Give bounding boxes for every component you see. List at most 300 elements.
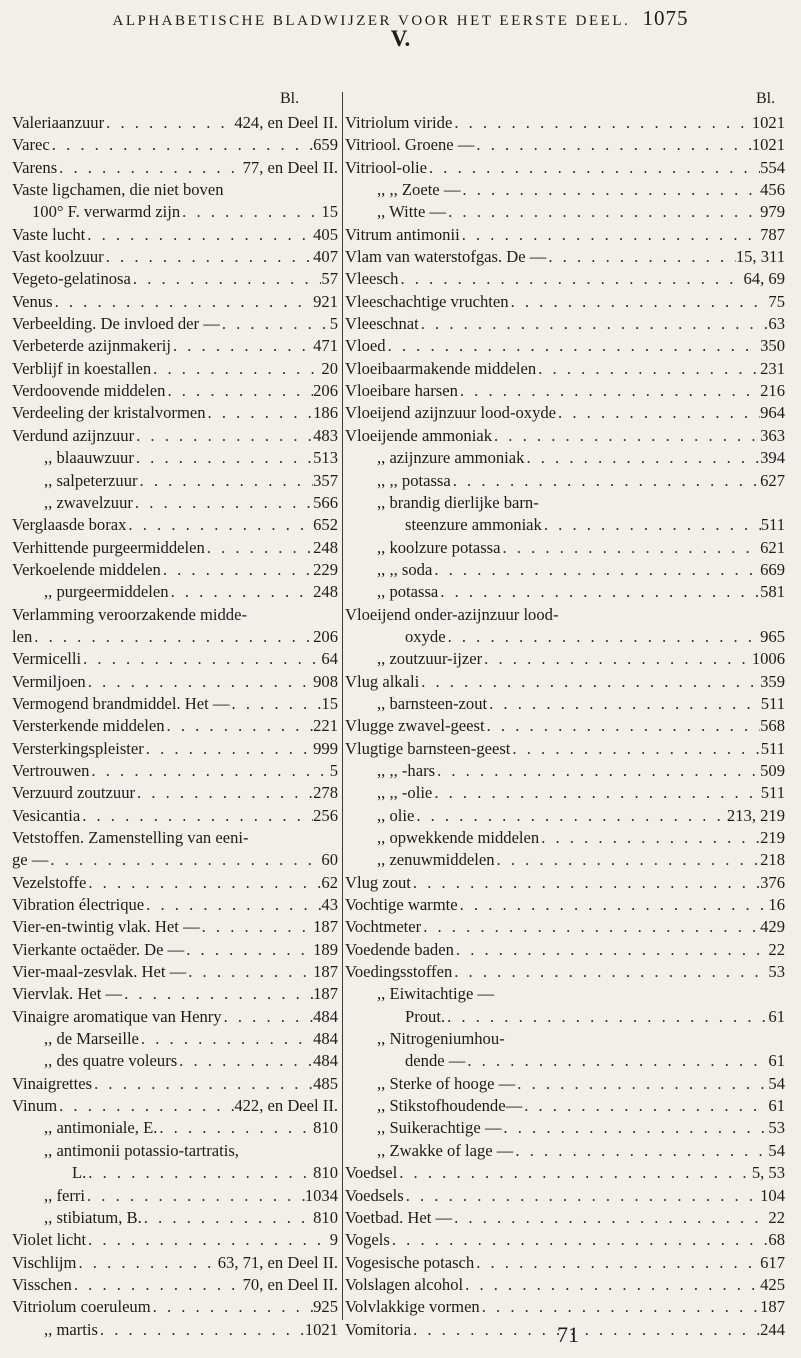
dot-leader [460, 179, 760, 201]
index-page-ref: 221 [313, 716, 338, 736]
index-page-ref: 61 [768, 1006, 785, 1026]
left-index-column [12, 112, 338, 1341]
index-page-ref: 621 [760, 537, 785, 557]
index-term: ,, ,, potassa [377, 470, 451, 490]
index-entry [345, 1050, 785, 1072]
index-page-ref: 566 [313, 492, 338, 512]
index-page-ref: 999 [313, 738, 338, 758]
index-page-ref: 659 [313, 135, 338, 155]
index-entry [12, 291, 338, 313]
dot-leader [89, 760, 329, 782]
dot-leader [220, 313, 330, 335]
index-page-ref: 206 [313, 626, 338, 646]
dot-leader [390, 1229, 769, 1251]
dot-leader [458, 380, 760, 402]
index-entry [345, 134, 785, 156]
index-entry [345, 335, 785, 357]
index-term: ,, ,, soda [377, 559, 433, 579]
index-page-ref: 5 [329, 314, 338, 334]
index-entry [345, 1095, 785, 1117]
dot-leader [411, 1319, 760, 1341]
index-entry [345, 1028, 785, 1050]
index-page-ref: 5 [329, 760, 338, 780]
index-entry [12, 1073, 338, 1095]
index-term: Vogesische potasch [345, 1252, 475, 1272]
dot-leader [510, 738, 760, 760]
index-term: ,, martis [44, 1319, 98, 1339]
index-entry [12, 604, 338, 626]
index-entry [345, 268, 785, 290]
index-term: ,, ,, -olie [377, 783, 433, 803]
index-entry [345, 916, 785, 938]
dot-leader [169, 581, 314, 603]
dot-leader [446, 626, 761, 648]
dot-leader [157, 1117, 313, 1139]
index-term: Verdund azijnzuur [12, 425, 135, 445]
dot-leader [134, 447, 313, 469]
index-entry [345, 1296, 785, 1318]
index-page-ref: 627 [760, 470, 785, 490]
index-page-ref: 511 [760, 738, 785, 758]
index-term: Verdeeling der kristalvormen [12, 403, 206, 423]
dot-leader [427, 157, 760, 179]
index-entry [12, 447, 338, 469]
index-entry [345, 782, 785, 804]
index-entry [12, 827, 338, 849]
index-page-ref: 484 [313, 1006, 338, 1026]
index-term: ,, ,, -hars [377, 760, 436, 780]
index-entry [12, 671, 338, 693]
index-entry [12, 648, 338, 670]
index-entry [345, 1162, 785, 1184]
dot-leader [432, 559, 760, 581]
index-entry [12, 1028, 338, 1050]
index-entry [345, 313, 785, 335]
index-page-ref: 57 [321, 269, 338, 289]
index-page-ref: 219 [760, 828, 785, 847]
dot-leader [452, 961, 768, 983]
index-page-ref: 485 [313, 1073, 338, 1093]
index-term: Varec [12, 135, 50, 155]
index-page-ref: 669 [760, 559, 785, 579]
index-term: Vochtmeter [345, 917, 422, 937]
index-page-ref: 979 [760, 202, 785, 222]
dot-leader [138, 470, 314, 492]
index-entry [345, 1229, 785, 1251]
dot-leader [522, 1095, 768, 1117]
index-term: ,, opwekkende middelen [377, 828, 540, 847]
index-term: ,, salpeterzuur [44, 470, 138, 490]
index-page-ref: 22 [768, 1207, 785, 1227]
index-term: Verhittende purgeermiddelen [12, 537, 205, 557]
index-term: Vleesch [345, 269, 399, 289]
dot-leader [513, 1140, 768, 1162]
index-page-ref: 357 [313, 470, 338, 490]
dot-leader [151, 358, 321, 380]
index-page-ref: 278 [313, 783, 338, 803]
index-page-ref: 15 [321, 693, 338, 713]
index-term: ,, potassa [377, 582, 439, 602]
index-page-ref: 104 [760, 1185, 785, 1205]
index-page-ref: 810 [313, 1207, 338, 1227]
dot-leader [454, 939, 769, 961]
index-entry [345, 604, 785, 626]
index-entry [345, 1252, 785, 1274]
index-entry [12, 1319, 338, 1341]
index-page-ref: 921 [313, 291, 338, 311]
index-entry [12, 1140, 338, 1162]
index-page-ref: 213, 219 [726, 805, 785, 825]
index-entry [12, 1006, 338, 1028]
index-page-ref: 187 [313, 984, 338, 1004]
index-page-ref: 1021 [751, 113, 785, 132]
index-term: ,, barnsteen-zout [377, 693, 488, 713]
index-page-ref: 16 [768, 895, 785, 915]
index-entry [345, 291, 785, 313]
index-entry [12, 268, 338, 290]
index-term: Volslagen alcohol [345, 1274, 464, 1294]
index-page-ref: 424, en Deel II. [234, 113, 338, 132]
dot-leader [165, 715, 314, 737]
dot-leader [81, 648, 321, 670]
index-term: 100° F. verwarmd zijn [32, 202, 181, 222]
index-page-ref: 394 [760, 448, 785, 468]
dot-leader [180, 201, 321, 223]
index-term: ,, azijnzure ammoniak [377, 448, 525, 468]
index-term: Varens [12, 157, 58, 177]
index-page-ref: 511 [760, 693, 785, 713]
index-entry [12, 537, 338, 559]
dot-leader [142, 1207, 313, 1229]
index-entry [12, 782, 338, 804]
index-term: Versterkingspleister [12, 738, 144, 758]
index-entry [345, 1073, 785, 1095]
index-entry [12, 514, 338, 536]
index-term: Vezelstoffe [12, 872, 87, 892]
index-term: oxyde [405, 626, 446, 646]
index-term: Verblijf in koestallen [12, 358, 152, 378]
index-term: Vloeibaarmakende middelen [345, 358, 537, 378]
index-page-ref: 229 [313, 559, 338, 579]
index-term: Voetbad. Het — [345, 1207, 453, 1227]
dot-leader [86, 872, 321, 894]
index-entry [12, 470, 338, 492]
index-entry [345, 894, 785, 916]
index-page-ref: 359 [760, 671, 785, 691]
index-page-ref: 218 [760, 850, 785, 870]
index-term: Vetstoffen. Zamenstelling van eeni- [12, 828, 249, 847]
index-term: Vinaigre aromatique van Henry [12, 1006, 222, 1026]
index-term: Vitriolum coeruleum [12, 1297, 151, 1317]
index-page-ref: 22 [768, 939, 785, 959]
index-page-ref: 77, en Deel II. [242, 157, 338, 177]
index-page-ref: 509 [760, 760, 785, 780]
index-term: Voedsels [345, 1185, 404, 1205]
dot-leader [171, 335, 313, 357]
index-term: Vitrum antimonii [345, 224, 460, 244]
index-page-ref: 908 [313, 671, 338, 691]
index-term: steenzure ammoniak [405, 515, 542, 535]
index-term: Vast koolzuur [12, 247, 104, 267]
dot-leader [386, 335, 761, 357]
index-entry [12, 849, 338, 871]
dot-leader [135, 782, 313, 804]
index-entry [12, 402, 338, 424]
index-page-ref: 15 [321, 202, 338, 222]
index-term: ,, de Marseille [44, 1029, 139, 1049]
index-term: Vlugtige barnsteen-geest [345, 738, 511, 758]
index-entry [12, 179, 338, 201]
index-term: ,, Nitrogeniumhou- [377, 1029, 505, 1049]
index-page-ref: 70, en Deel II. [242, 1274, 338, 1294]
dot-leader [558, 604, 785, 626]
index-term: ,, antimonii potassio-tartratis, [44, 1140, 239, 1160]
index-entry [12, 1229, 338, 1251]
dot-leader [86, 1229, 330, 1251]
dot-leader [414, 805, 727, 827]
index-page-ref: 248 [313, 537, 338, 557]
index-page-ref: 54 [768, 1140, 785, 1160]
dot-leader [98, 1319, 305, 1341]
index-term: L. [72, 1163, 87, 1183]
dot-leader [494, 983, 785, 1005]
index-entry [12, 983, 338, 1005]
index-page-ref: 1021 [304, 1319, 338, 1339]
index-entry [12, 939, 338, 961]
index-term: Verglaasde borax [12, 515, 127, 535]
index-term: Vloeijend azijnzuur lood-oxyde [345, 403, 557, 423]
index-page-ref: 456 [760, 180, 785, 200]
index-page-ref: 75 [768, 291, 785, 311]
index-term: Vierkante octaëder. De — [12, 939, 185, 959]
dot-leader [492, 425, 760, 447]
dot-leader [247, 604, 338, 626]
index-entry [345, 1185, 785, 1207]
index-entry [12, 1296, 338, 1318]
dot-leader [501, 537, 761, 559]
dot-leader [419, 313, 769, 335]
dot-leader [104, 246, 313, 268]
dot-leader [474, 134, 751, 156]
index-entry [12, 894, 338, 916]
index-page-ref: 810 [313, 1163, 338, 1183]
index-entry [12, 559, 338, 581]
index-page-ref: 64 [321, 649, 338, 669]
dot-leader [205, 537, 313, 559]
dot-leader [524, 447, 760, 469]
index-entry [12, 425, 338, 447]
index-entry [345, 581, 785, 603]
index-entry [345, 537, 785, 559]
index-entry [12, 1050, 338, 1072]
index-entry [12, 492, 338, 514]
index-entry [12, 1185, 338, 1207]
index-entry [12, 1207, 338, 1229]
index-page-ref: 376 [760, 872, 785, 892]
index-term: Vertrouwen [12, 760, 90, 780]
index-term: Vlug zout [345, 872, 411, 892]
index-page-ref: 568 [760, 716, 785, 736]
index-term: Venus [12, 291, 53, 311]
dot-leader [206, 402, 314, 424]
index-term: ,, zoutzuur-ijzer [377, 649, 483, 669]
index-term: Voedende baden [345, 939, 454, 959]
index-term: len [12, 626, 33, 646]
dot-leader [32, 626, 313, 648]
index-term: Vischlijm [12, 1252, 77, 1272]
index-term: Vaste lucht [12, 224, 86, 244]
index-page-ref: 61 [768, 1051, 785, 1071]
dot-leader [542, 514, 761, 536]
index-page-ref: 9 [329, 1230, 338, 1250]
index-term: Verbeelding. De invloed der — [12, 314, 220, 334]
index-entry [12, 581, 338, 603]
index-entry [12, 715, 338, 737]
index-term: Vleeschachtige vruchten [345, 291, 509, 311]
dot-leader [57, 1095, 234, 1117]
signature-mark: 71 [557, 1322, 579, 1347]
index-term: ,, brandig dierlijke barn- [377, 492, 539, 512]
index-term: Vegeto-gelatinosa [12, 269, 131, 289]
dot-leader [482, 648, 752, 670]
dot-leader [451, 470, 760, 492]
index-page-ref: 244 [760, 1319, 785, 1339]
index-entry [345, 112, 785, 134]
index-entry [345, 1274, 785, 1296]
index-term: Vomitoria [345, 1319, 412, 1339]
running-head-title: ALPHABETISCHE BLADWIJZER VOOR HET EERSTE DEEL. [112, 13, 631, 29]
index-term: Vitriolum viride [345, 113, 453, 132]
index-page-ref: 248 [313, 582, 338, 602]
index-entry [12, 134, 338, 156]
index-page-ref: 405 [313, 224, 338, 244]
index-term: ,, blaauwzuur [44, 448, 134, 468]
index-entry [345, 1006, 785, 1028]
dot-leader [397, 1162, 752, 1184]
dot-leader [200, 916, 314, 938]
index-entry [345, 626, 785, 648]
index-entry [12, 246, 338, 268]
index-term: Vlugge zwavel-geest [345, 716, 485, 736]
index-term: Verkoelende middelen [12, 559, 161, 579]
index-entry [345, 738, 785, 760]
index-page-ref: 63 [768, 314, 785, 334]
dot-leader [133, 492, 313, 514]
index-page-ref: 925 [313, 1297, 338, 1317]
index-page-ref: 513 [313, 448, 338, 468]
index-entry [345, 939, 785, 961]
index-entry [12, 224, 338, 246]
index-entry [345, 648, 785, 670]
dot-leader [85, 224, 313, 246]
dot-leader [480, 1296, 760, 1318]
index-term: Prout. [405, 1006, 446, 1026]
dot-leader [509, 291, 769, 313]
index-page-ref: 61 [768, 1096, 785, 1116]
dot-leader [452, 1207, 768, 1229]
index-entry [345, 425, 785, 447]
index-page-ref: 363 [760, 425, 785, 445]
dot-leader [122, 983, 313, 1005]
index-entry [345, 760, 785, 782]
index-term: Visschen [12, 1274, 72, 1294]
index-entry [345, 492, 785, 514]
index-term: ,, koolzure potassa [377, 537, 501, 557]
index-entry [12, 1095, 338, 1117]
dot-leader [131, 268, 322, 290]
index-entry [12, 1117, 338, 1139]
index-entry [345, 805, 785, 827]
index-entry [345, 224, 785, 246]
index-term: ,, Eiwitachtige — [377, 984, 495, 1004]
index-page-ref: 422, en Deel II. [234, 1096, 338, 1116]
dot-leader [487, 693, 761, 715]
left-column-header: Bl. [280, 90, 300, 107]
index-term: Voedsel [345, 1163, 398, 1183]
index-entry [345, 179, 785, 201]
index-page-ref: 471 [313, 336, 338, 356]
index-page-ref: 186 [313, 403, 338, 423]
index-page-ref: 965 [760, 626, 785, 646]
index-page-ref: 554 [760, 157, 785, 177]
index-term: ,, antimoniale, E. [44, 1118, 158, 1138]
index-page-ref: 350 [760, 336, 785, 356]
index-term: Vaste ligchamen, die niet boven [12, 180, 224, 200]
dot-leader [515, 1073, 768, 1095]
index-entry [345, 983, 785, 1005]
index-entry [12, 961, 338, 983]
dot-leader [224, 179, 338, 201]
index-page-ref: 511 [760, 783, 785, 803]
dot-leader [458, 894, 769, 916]
index-term: Voedingsstoffen [345, 962, 453, 982]
dot-leader [432, 782, 760, 804]
dot-leader [404, 1185, 760, 1207]
index-entry [345, 514, 785, 536]
index-term: Vermiljoen [12, 671, 86, 691]
index-term: dende — [405, 1051, 466, 1071]
index-page-ref: 187 [313, 917, 338, 937]
index-page-ref: 787 [760, 224, 785, 244]
index-term: Verbeterde azijnmakerij [12, 336, 171, 356]
dot-leader [539, 827, 760, 849]
index-entry [345, 1140, 785, 1162]
index-page-ref: 425 [760, 1274, 785, 1294]
index-term: Vloeijend onder-azijnzuur lood- [345, 604, 559, 624]
dot-leader [57, 157, 242, 179]
index-entry [345, 447, 785, 469]
dot-leader [134, 425, 313, 447]
index-entry [345, 157, 785, 179]
dot-leader [460, 224, 760, 246]
dot-leader [86, 1162, 313, 1184]
index-term: ,, zenuwmiddelen [377, 850, 495, 870]
right-index-column [345, 112, 785, 1341]
index-term: Vier-en-twintig vlak. Het — [12, 917, 200, 937]
index-page-ref: 15, 311 [735, 247, 785, 267]
dot-leader [165, 380, 313, 402]
index-term: Vesicantia [12, 805, 81, 825]
index-entry [345, 380, 785, 402]
index-page-ref: 53 [768, 1118, 785, 1138]
index-page-ref: 53 [768, 962, 785, 982]
index-entry [12, 313, 338, 335]
index-page-ref: 1006 [751, 649, 785, 669]
index-page-ref: 20 [321, 358, 338, 378]
index-term: Vitriool. Groene — [345, 135, 475, 155]
index-term: Verzuurd zoutzuur [12, 783, 136, 803]
index-page-ref: 810 [313, 1118, 338, 1138]
